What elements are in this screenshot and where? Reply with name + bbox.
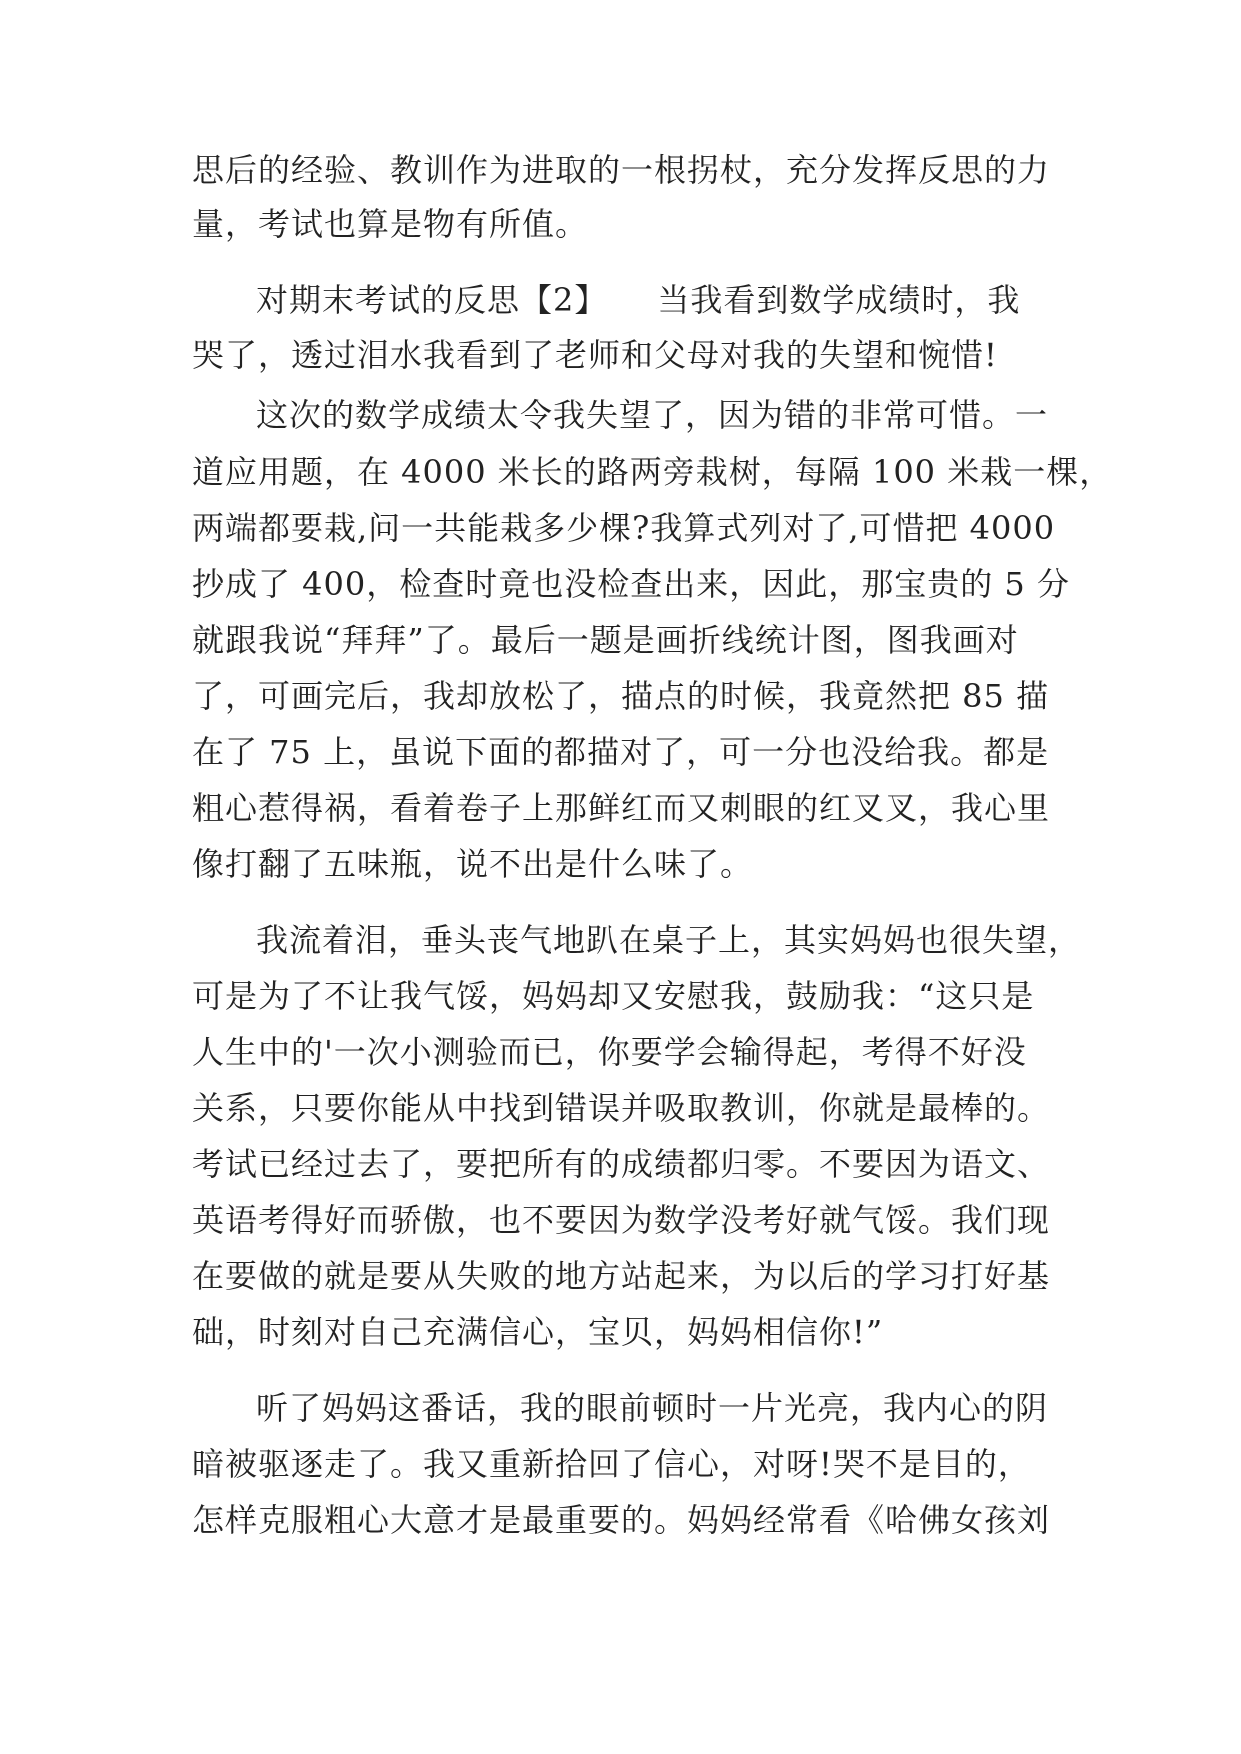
text-line: 就跟我说“拜拜”了。最后一题是画折线统计图，图我画对 bbox=[192, 621, 1019, 659]
text-line: 粗心惹得祸，看着卷子上那鲜红而又刺眼的红叉叉，我心里 bbox=[192, 789, 1051, 827]
text-line: 道应用题，在 4000 米长的路两旁栽树，每隔 100 米栽一棵， bbox=[192, 453, 1113, 491]
text-line: 这次的数学成绩太令我失望了，因为错的非常可惜。一 bbox=[256, 396, 1049, 434]
text-line: 听了妈妈这番话，我的眼前顿时一片光亮，我内心的阴 bbox=[256, 1389, 1049, 1427]
text-line: 础，时刻对自己充满信心，宝贝，妈妈相信你!” bbox=[192, 1313, 884, 1351]
text-line: 哭了，透过泪水我看到了老师和父母对我的失望和惋惜! bbox=[192, 336, 998, 374]
text-line: 我流着泪，垂头丧气地趴在桌子上，其实妈妈也很失望， bbox=[256, 921, 1082, 959]
text-line: 在要做的就是要从失败的地方站起来，为以后的学习打好基 bbox=[192, 1257, 1051, 1295]
text-line: 抄成了 400，检查时竟也没检查出来，因此，那宝贵的 5 分 bbox=[192, 565, 1070, 603]
text-line: 在了 75 上，虽说下面的都描对了，可一分也没给我。都是 bbox=[192, 733, 1050, 771]
text-line: 了，可画完后，我却放松了，描点的时候，我竟然把 85 描 bbox=[192, 677, 1050, 715]
text-line: 暗被驱逐走了。我又重新拾回了信心，对呀!哭不是目的， bbox=[192, 1445, 1031, 1483]
text-line: 像打翻了五味瓶，说不出是什么味了。 bbox=[192, 845, 754, 883]
text-line: 可是为了不让我气馁，妈妈却又安慰我，鼓励我：“这只是 bbox=[192, 977, 1035, 1015]
text-line: 人生中的'一次小测验而已，你要学会输得起，考得不好没 bbox=[192, 1033, 1027, 1071]
text-line: 英语考得好而骄傲，也不要因为数学没考好就气馁。我们现 bbox=[192, 1201, 1051, 1239]
text-line: 量，考试也算是物有所值。 bbox=[192, 205, 589, 243]
section-heading-line: 对期末考试的反思【2】 当我看到数学成绩时，我 bbox=[256, 281, 1021, 319]
text-line: 关系，只要你能从中找到错误并吸取教训，你就是最棒的。 bbox=[192, 1089, 1051, 1127]
text-line: 考试已经过去了，要把所有的成绩都归零。不要因为语文、 bbox=[192, 1145, 1051, 1183]
text-line: 两端都要栽,问一共能栽多少棵?我算式列对了,可惜把 4000 bbox=[192, 509, 1056, 547]
text-line: 怎样克服粗心大意才是最重要的。妈妈经常看《哈佛女孩刘 bbox=[192, 1501, 1051, 1539]
text-line: 思后的经验、教训作为进取的一根拐杖，充分发挥反思的力 bbox=[192, 151, 1051, 189]
